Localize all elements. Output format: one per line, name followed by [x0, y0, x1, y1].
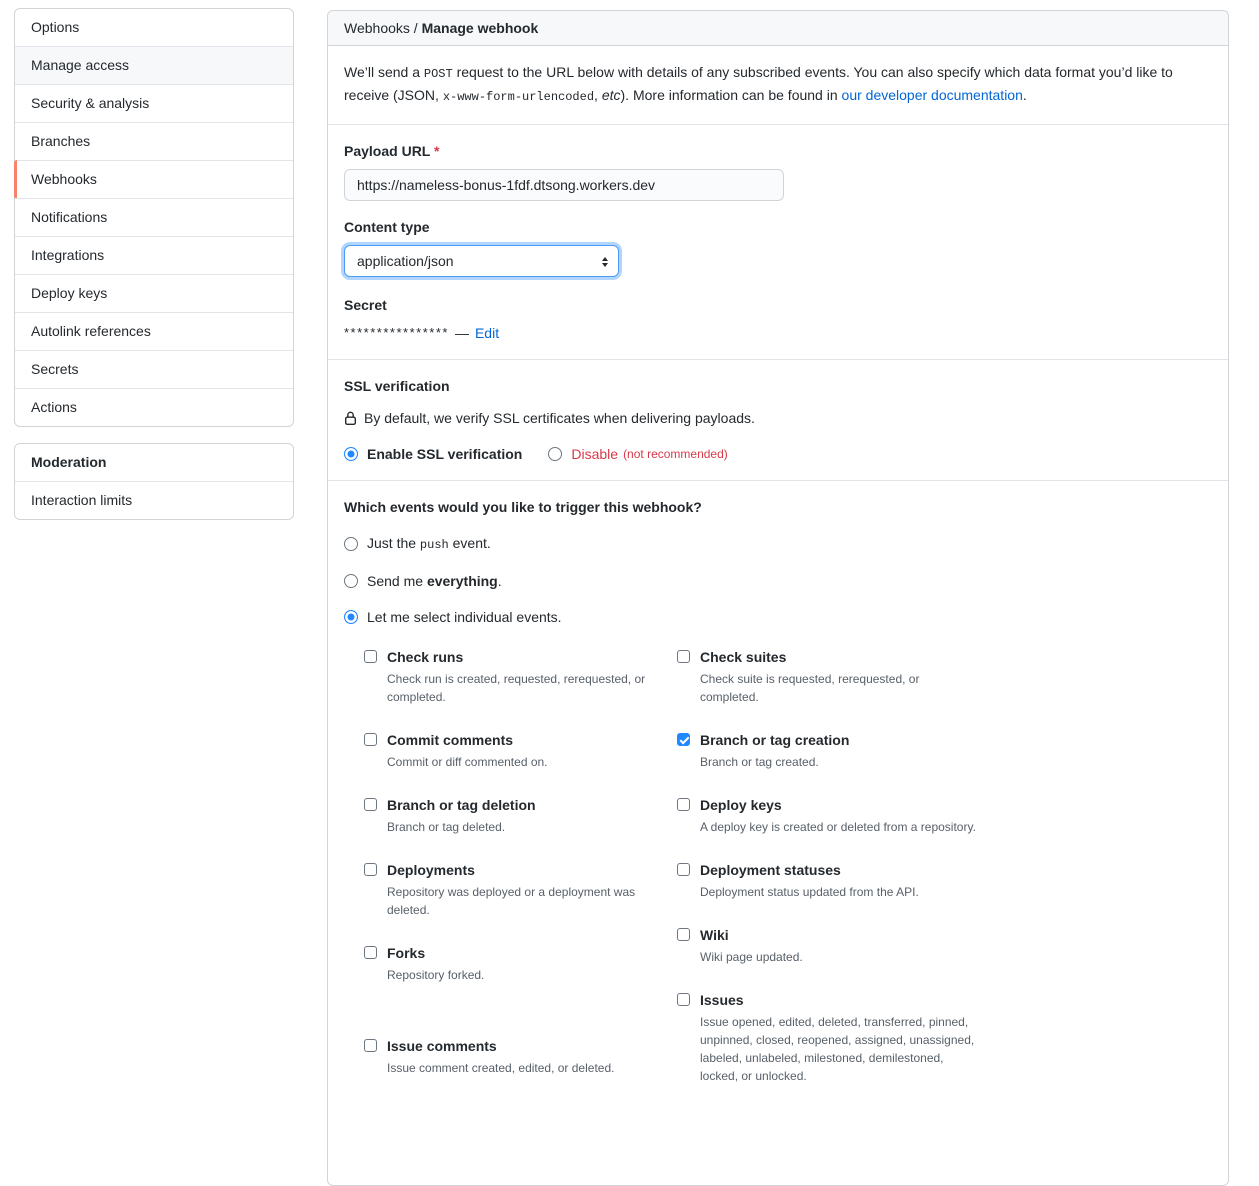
sidebar-item-label: Actions — [31, 399, 77, 415]
event-description: Branch or tag deleted. — [387, 820, 506, 834]
developer-docs-link[interactable]: our developer documentation — [841, 87, 1023, 103]
trigger-just-push-option[interactable]: Just the push event. — [344, 533, 1212, 555]
events-column-right — [677, 647, 977, 1109]
ssl-verification-heading: SSL verification — [344, 378, 450, 394]
secret-edit-link[interactable]: Edit — [474, 325, 500, 341]
event-label: Commit comments — [387, 732, 514, 748]
event-label: Deployments — [387, 862, 475, 878]
lock-icon — [344, 411, 357, 426]
sidebar-item-branches[interactable] — [15, 122, 293, 160]
sidebar-main-box — [14, 8, 294, 427]
breadcrumb-separator: / — [409, 20, 422, 36]
event-deploy-keys[interactable] — [677, 795, 977, 836]
sidebar-item-secrets[interactable] — [15, 350, 293, 388]
event-description: Issue opened, edited, deleted, transferred, pinned, unpinned, closed, reopened, assigned, unassigned, labeled, unlabeled, milestoned, demilestoned, locked, or unlocked. — [700, 1015, 975, 1083]
event-checkbox-deploy-keys[interactable] — [677, 798, 690, 811]
sidebar-item-label: Integrations — [31, 247, 105, 263]
event-label: Deployment statuses — [700, 862, 841, 878]
event-label: Branch or tag creation — [700, 732, 850, 748]
sidebar-item-label: Security & analysis — [31, 95, 150, 111]
ssl-enable-radio[interactable] — [344, 447, 358, 461]
event-description: Issue comment created, edited, or deleted. — [387, 1061, 615, 1075]
event-label: Wiki — [700, 927, 729, 943]
sidebar-item-notifications[interactable] — [15, 198, 293, 236]
event-description: Check suite is requested, rerequested, or completed. — [700, 672, 920, 704]
sidebar-item-label: Interaction limits — [31, 492, 133, 508]
sidebar-moderation-box — [14, 443, 294, 520]
section-divider — [328, 359, 1228, 360]
event-deployments[interactable] — [364, 860, 656, 919]
ssl-disable-note: (not recommended) — [623, 447, 728, 461]
everything-radio[interactable] — [344, 574, 358, 588]
event-checkbox-deployments[interactable] — [364, 863, 377, 876]
sidebar-item-label: Autolink references — [31, 323, 151, 339]
event-checkbox-branch-tag-creation[interactable] — [677, 733, 690, 746]
event-description: Branch or tag created. — [700, 755, 819, 769]
ssl-note-row — [344, 408, 1212, 428]
event-label: Check runs — [387, 649, 464, 665]
breadcrumb-webhooks-link[interactable]: Webhooks — [344, 20, 410, 36]
ssl-disable-radio[interactable] — [548, 447, 562, 461]
required-asterisk: * — [434, 143, 440, 159]
sidebar-item-webhooks[interactable] — [15, 160, 293, 198]
ssl-disable-label: Disable — [571, 446, 619, 462]
event-checkbox-issue-comments[interactable] — [364, 1039, 377, 1052]
event-forks[interactable] — [364, 943, 656, 984]
sidebar-item-autolink-references[interactable] — [15, 312, 293, 350]
secret-dash: — — [454, 325, 469, 341]
settings-sidebar — [14, 8, 294, 520]
secret-label: Secret — [344, 297, 387, 313]
payload-url-input[interactable] — [344, 169, 784, 201]
ssl-enable-option[interactable] — [344, 444, 522, 464]
event-description: Repository was deployed or a deployment was deleted. — [387, 885, 636, 917]
event-wiki[interactable] — [677, 925, 977, 966]
event-checkbox-commit-comments[interactable] — [364, 733, 377, 746]
sidebar-item-integrations[interactable] — [15, 236, 293, 274]
event-checkbox-check-runs[interactable] — [364, 650, 377, 663]
event-description: Repository forked. — [387, 968, 485, 982]
event-issue-comments[interactable] — [364, 1036, 656, 1077]
trigger-individual-option[interactable]: Let me select individual events. — [344, 607, 1212, 627]
event-label: Forks — [387, 945, 426, 961]
event-checkbox-issues[interactable] — [677, 993, 690, 1006]
page-title: Manage webhook — [421, 20, 539, 36]
event-description: Wiki page updated. — [700, 950, 803, 964]
event-check-suites[interactable] — [677, 647, 977, 706]
event-branch-tag-creation[interactable] — [677, 730, 977, 771]
event-description: Check run is created, requested, rerequested, or completed. — [387, 672, 646, 704]
webhook-description: We’ll send a POST request to the URL below with details of any subscribed events. You can also specify which data format you’d like to receive (JSON, x-www-form-urlencoded, etc). More information can be found in our developer documentation. — [328, 46, 1228, 125]
ssl-note-text: By default, we verify SSL certificates when delivering payloads. — [364, 410, 755, 426]
content-type-label: Content type — [344, 219, 430, 235]
just-push-radio[interactable] — [344, 537, 358, 551]
sidebar-item-deploy-keys[interactable] — [15, 274, 293, 312]
sidebar-item-label: Webhooks — [31, 171, 97, 187]
event-checkbox-deployment-statuses[interactable] — [677, 863, 690, 876]
event-description: Deployment status updated from the API. — [700, 885, 919, 899]
sidebar-item-label: Branches — [31, 133, 91, 149]
event-label: Deploy keys — [700, 797, 782, 813]
breadcrumb — [328, 11, 1228, 46]
event-checkbox-forks[interactable] — [364, 946, 377, 959]
event-checkbox-wiki[interactable] — [677, 928, 690, 941]
sidebar-item-label: Deploy keys — [31, 285, 108, 301]
sidebar-item-label: Notifications — [31, 209, 108, 225]
urlencoded-code: x-www-form-urlencoded — [442, 90, 595, 104]
event-commit-comments[interactable] — [364, 730, 656, 771]
payload-url-label: Payload URL * — [344, 143, 440, 159]
manage-webhook-panel — [327, 10, 1229, 1186]
events-heading: Which events would you like to trigger this webhook? — [344, 499, 702, 515]
content-type-select[interactable] — [344, 245, 619, 277]
sidebar-item-options[interactable] — [15, 9, 293, 46]
events-column-left — [364, 647, 656, 1109]
trigger-everything-option[interactable]: Send me everything. — [344, 571, 1212, 591]
ssl-enable-label: Enable SSL verification — [367, 446, 523, 462]
sidebar-item-interaction-limits[interactable] — [15, 481, 293, 519]
ssl-disable-option[interactable] — [548, 444, 727, 464]
event-description: Commit or diff commented on. — [387, 755, 548, 769]
sidebar-item-label: Options — [31, 19, 80, 35]
section-divider — [328, 480, 1228, 481]
individual-events-radio[interactable] — [344, 610, 358, 624]
content-type-select-wrap — [344, 245, 619, 277]
event-checkbox-branch-tag-deletion[interactable] — [364, 798, 377, 811]
post-code: POST — [423, 67, 453, 81]
event-label: Check suites — [700, 649, 787, 665]
sidebar-item-manage-access[interactable] — [15, 46, 293, 84]
event-label: Branch or tag deletion — [387, 797, 536, 813]
event-description: A deploy key is created or deleted from a repository. — [700, 820, 976, 834]
webhook-form — [328, 125, 1228, 1125]
sidebar-item-label: Secrets — [31, 361, 79, 377]
sidebar-moderation-header: Moderation — [31, 454, 107, 470]
ssl-radio-group — [344, 444, 1212, 464]
event-branch-tag-deletion[interactable] — [364, 795, 656, 836]
event-label: Issue comments — [387, 1038, 497, 1054]
sidebar-item-label: Manage access — [31, 57, 130, 73]
event-checkbox-check-suites[interactable] — [677, 650, 690, 663]
sidebar-item-actions[interactable] — [15, 388, 293, 426]
sidebar-item-security-analysis[interactable] — [15, 84, 293, 122]
secret-row — [344, 323, 1212, 343]
secret-masked-value: **************** — [344, 325, 449, 340]
events-grid — [364, 647, 1212, 1109]
event-deployment-statuses[interactable] — [677, 860, 977, 901]
push-code: push — [419, 538, 449, 552]
event-label: Issues — [700, 992, 744, 1008]
event-check-runs[interactable] — [364, 647, 656, 706]
event-issues[interactable] — [677, 990, 977, 1085]
